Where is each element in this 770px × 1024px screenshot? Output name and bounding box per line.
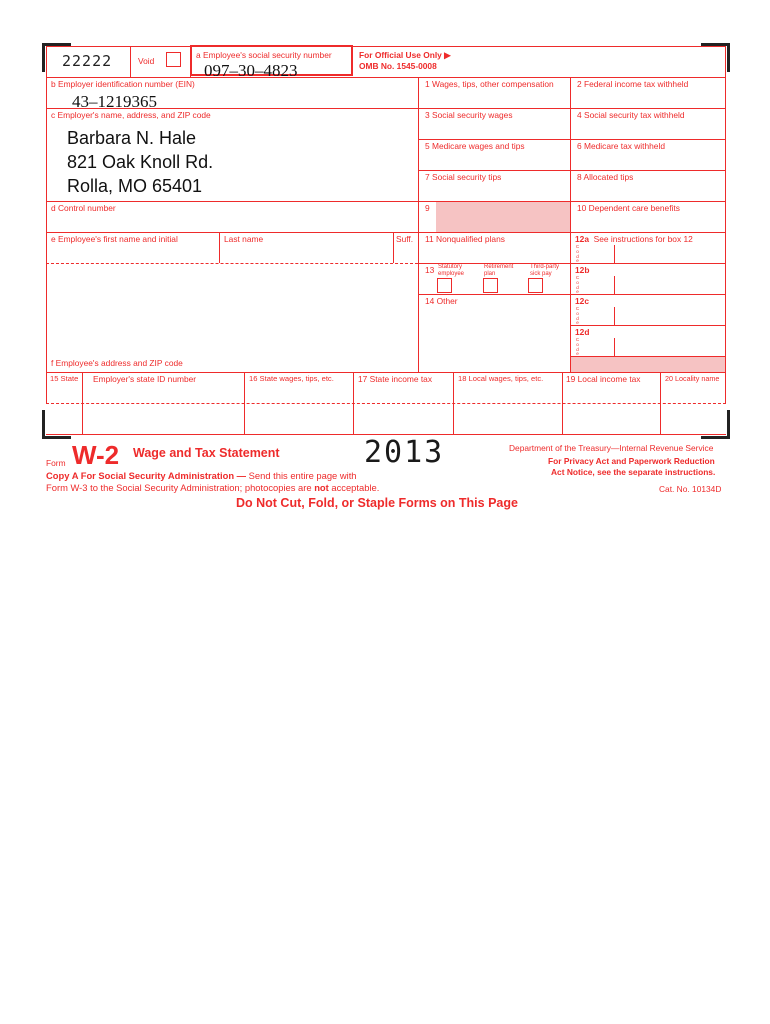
label-statutory: Statutory employee <box>438 264 465 277</box>
label-box3: 3 Social security wages <box>425 110 513 120</box>
form-title: Wage and Tax Statement <box>133 446 280 460</box>
copy-title: Copy A For Social Security Administration — <box>46 470 247 481</box>
label-box12a: 12a See instructions for box 12 <box>575 234 693 244</box>
label-ein: b Employer identification number (EIN) <box>51 79 195 89</box>
copy-text2b: acceptable. <box>331 482 380 493</box>
label-box15: 15 State <box>50 374 79 383</box>
label-employee-first: e Employee's first name and initial <box>51 234 178 244</box>
copy-not: not <box>314 482 329 493</box>
copy-line1 <box>46 470 357 482</box>
label-box10: 10 Dependent care benefits <box>577 203 680 213</box>
retirement-checkbox[interactable] <box>483 278 498 293</box>
copy-text2a: Form W-3 to the Social Security Administration; photocopies are <box>46 482 312 493</box>
control-code: 22222 <box>62 52 113 70</box>
form-name: W-2 <box>72 440 120 470</box>
label-box20: 20 Locality name <box>665 374 720 383</box>
catalog-number: Cat. No. 10134D <box>659 484 722 494</box>
label-control-number: d Control number <box>51 203 116 213</box>
label-box12d: 12d <box>575 327 590 337</box>
label-box18: 18 Local wages, tips, etc. <box>458 374 544 383</box>
label-box19: 19 Local income tax <box>566 374 641 384</box>
label-retirement: Retirement plan <box>484 264 514 277</box>
label-box8: 8 Allocated tips <box>577 172 634 182</box>
privacy-line2: Act Notice, see the separate instructions. <box>551 467 716 477</box>
omb-number: OMB No. 1545-0008 <box>359 61 437 71</box>
void-checkbox[interactable] <box>166 52 181 67</box>
label-box14: 14 Other <box>425 296 458 306</box>
official-use: For Official Use Only ▶ <box>359 50 451 60</box>
code-12b: C o d e <box>575 275 580 295</box>
label-box12b: 12b <box>575 265 590 275</box>
label-box11: 11 Nonqualified plans <box>425 234 505 244</box>
code-12d: C o d e <box>575 337 580 357</box>
label-box4: 4 Social security tax withheld <box>577 110 685 120</box>
department: Department of the Treasury—Internal Revenue Service <box>509 443 714 453</box>
employer-street: 821 Oak Knoll Rd. <box>67 152 214 172</box>
privacy-line1: For Privacy Act and Paperwork Reduction <box>548 456 715 466</box>
label-box6: 6 Medicare tax withheld <box>577 141 665 151</box>
copy-text1: Send this entire page with <box>248 470 357 481</box>
handling-warning: Do Not Cut, Fold, or Staple Forms on This Page <box>236 496 518 510</box>
label-box16: 16 State wages, tips, etc. <box>249 374 334 383</box>
label-state-id: Employer's state ID number <box>93 374 197 384</box>
ein-value: 43–1219365 <box>72 92 157 111</box>
label-employee-address: f Employee's address and ZIP code <box>51 358 183 368</box>
label-box1: 1 Wages, tips, other compensation <box>425 79 554 89</box>
box9-shaded <box>436 202 570 232</box>
form-word: Form <box>46 458 66 468</box>
label-box7: 7 Social security tips <box>425 172 502 182</box>
copy-line2 <box>46 482 379 494</box>
statutory-checkbox[interactable] <box>437 278 452 293</box>
label-box5: 5 Medicare wages and tips <box>425 141 525 151</box>
label-suffix: Suff. <box>396 234 414 244</box>
shaded-strip <box>571 357 725 372</box>
code-12a: C o d e <box>575 244 580 264</box>
tax-year: 2013 <box>364 435 445 470</box>
thirdparty-checkbox[interactable] <box>528 278 543 293</box>
label-box9: 9 <box>425 203 430 213</box>
label-employee-last: Last name <box>224 234 264 244</box>
label-box12c: 12c <box>575 296 589 306</box>
label-employer-name: c Employer's name, address, and ZIP code <box>51 110 211 120</box>
ssn-value: 097–30–4823 <box>204 61 298 80</box>
code-12c: C o d e <box>575 306 580 326</box>
employer-city: Rolla, MO 65401 <box>67 176 203 196</box>
label-thirdparty: Third-party sick pay <box>530 264 560 277</box>
void-label: Void <box>138 56 155 66</box>
label-box13: 13 <box>425 265 435 275</box>
label-box17: 17 State income tax <box>358 374 433 384</box>
label-box2: 2 Federal income tax withheld <box>577 79 689 89</box>
label-ssn: a Employee's social security number <box>196 50 332 60</box>
employer-name: Barbara N. Hale <box>67 128 197 148</box>
